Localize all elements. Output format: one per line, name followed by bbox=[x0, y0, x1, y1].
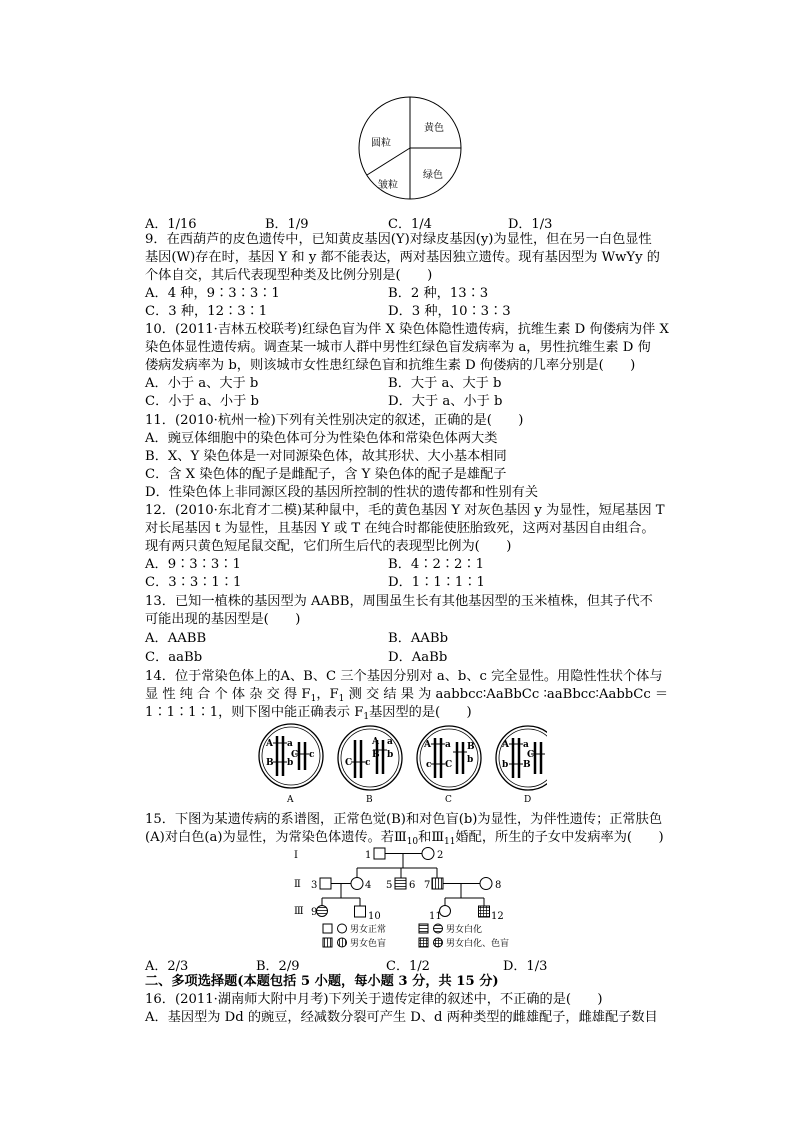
q14-sub-f1b: 1 bbox=[338, 694, 345, 704]
svg-text:a: a bbox=[387, 737, 393, 747]
svg-text:C: C bbox=[291, 750, 299, 760]
pie-label-round: 圆粒 bbox=[371, 138, 391, 149]
svg-text:a: a bbox=[287, 739, 293, 749]
q14-sub-f1c: 1 bbox=[363, 712, 370, 722]
q14-line-2a: 显 性 纯 合 个 体 杂 交 得 F bbox=[145, 687, 311, 702]
legend-albino-colorblind: 男女白化、色盲 bbox=[446, 939, 510, 949]
q9-option-c: C．3 种，12∶3∶1 bbox=[145, 304, 268, 319]
svg-text:B: B bbox=[523, 760, 531, 770]
svg-text:b: b bbox=[287, 758, 294, 768]
cell-label-c: C bbox=[445, 795, 452, 805]
q13-option-a: A．AABB bbox=[145, 631, 207, 646]
q9-option-b: B．2 种，13∶3 bbox=[388, 286, 489, 301]
q10-option-b: B．大于 a、大于 b bbox=[388, 376, 502, 391]
q12-line-1: 12．(2010·东北育才二模)某种鼠中，毛的黄色基因 Y 对灰色基因 y 为显性，短尾基因 T bbox=[145, 503, 665, 518]
svg-text:c: c bbox=[309, 750, 315, 760]
svg-text:B: B bbox=[372, 750, 380, 760]
pie-chart bbox=[354, 96, 466, 200]
q8-option-c: C．1/4 bbox=[388, 217, 432, 232]
pie-label-wrinkled: 皱粒 bbox=[378, 180, 398, 191]
svg-text:c: c bbox=[365, 758, 371, 768]
svg-text:A: A bbox=[372, 737, 379, 747]
cell-label-d: D bbox=[524, 795, 532, 805]
q11-line-1: 11．(2010·杭州一检)下列有关性别决定的叙述，正确的是( ) bbox=[145, 413, 524, 428]
q10-option-a: A．小于 a、大于 b bbox=[145, 376, 259, 391]
svg-text:C: C bbox=[345, 758, 353, 768]
cell-d bbox=[496, 726, 547, 790]
svg-text:a: a bbox=[523, 740, 529, 750]
gen-1: Ⅰ bbox=[294, 850, 298, 861]
pedigree-chart bbox=[290, 846, 540, 950]
pedigree-num-4: 4 bbox=[365, 880, 372, 891]
q15-line-2a: (A)对白色(a)为显性，为常染色体遗传。若Ⅲ bbox=[145, 830, 407, 845]
pedigree-num-5: 5 bbox=[386, 880, 393, 891]
q14-line-1: 14．位于常染色体上的A、B、C 三个基因分别对 a、b、c 完全显性。用隐性性状个体与 bbox=[145, 669, 663, 684]
q15-sub-11: 11 bbox=[444, 837, 456, 847]
q9-line-2: 基因(W)存在时，基因 Y 和 y 都不能表达，两对基因独立遗传。现有基因型为 WwYy 的 bbox=[145, 250, 660, 265]
svg-text:b: b bbox=[467, 755, 474, 765]
q8-option-b: B．1/9 bbox=[265, 217, 309, 232]
cell-c bbox=[417, 726, 481, 790]
q14-cells-diagram bbox=[257, 722, 547, 807]
q9-option-d: D．3 种，10∶3∶3 bbox=[388, 304, 511, 319]
pedigree-num-7: 7 bbox=[424, 880, 431, 891]
cell-a bbox=[259, 724, 323, 788]
pedigree-num-1: 1 bbox=[365, 850, 372, 861]
q12-option-a: A．9∶3∶3∶1 bbox=[145, 557, 241, 572]
svg-text:c: c bbox=[426, 760, 432, 770]
pedigree-num-11: 11 bbox=[429, 911, 442, 922]
pedigree-num-8: 8 bbox=[495, 880, 502, 891]
pedigree-num-3: 3 bbox=[311, 880, 318, 891]
q9-line-3: 个体自交，其后代表现型种类及比例分别是( ) bbox=[145, 268, 433, 283]
pedigree-num-9: 9 bbox=[311, 907, 318, 918]
q10-option-d: D．大于 a、小于 b bbox=[388, 394, 503, 409]
pie-label-green: 绿色 bbox=[423, 170, 443, 181]
q14-line-3b: 基因型的是( ) bbox=[369, 705, 472, 720]
q10-line-1: 10．(2011·吉林五校联考)红绿色盲为伴 X 染色体隐性遗传病，抗维生素 D 佝偻病为伴 X bbox=[145, 322, 669, 337]
section-2-heading: 二、多项选择题(本题包括 5 小题，每小题 3 分，共 15 分) bbox=[145, 974, 499, 989]
q10-option-c: C．小于 a、小于 b bbox=[145, 394, 259, 409]
q13-option-d: D．AaBb bbox=[388, 650, 448, 665]
svg-text:A: A bbox=[424, 740, 431, 750]
q8-option-d: D．1/3 bbox=[508, 217, 553, 232]
q12-line-3: 现有两只黄色短尾鼠交配，它们所生后代的表现型比例为( ) bbox=[145, 539, 512, 554]
pedigree-num-2: 2 bbox=[437, 850, 444, 861]
cell-label-b: B bbox=[366, 795, 373, 805]
q9-option-a: A．4 种，9∶3∶3∶1 bbox=[145, 286, 280, 301]
q16-option-a: A．基因型为 Dd 的豌豆，经减数分裂可产生 D、d 两种类型的雌雄配子，雌雄配子数目 bbox=[145, 1010, 658, 1025]
q11-option-a: A．豌豆体细胞中的染色体可分为性染色体和常染色体两大类 bbox=[145, 431, 498, 446]
svg-text:a: a bbox=[445, 740, 451, 750]
q9-line-1: 9．在西葫芦的皮色遗传中，已知黄皮基因(Y)对绿皮基因(y)为显性，但在另一白色显性 bbox=[145, 232, 652, 247]
svg-text:A: A bbox=[266, 739, 273, 749]
legend-colorblind: 男女色盲 bbox=[350, 939, 387, 949]
q11-option-d: D．性染色体上非同源区段的基因所控制的性状的遗传都和性别有关 bbox=[145, 485, 539, 500]
q14-line-2b: ，F bbox=[316, 687, 339, 702]
q15-option-c: C．1/2 bbox=[386, 959, 430, 974]
q15-option-d: D．1/3 bbox=[503, 959, 548, 974]
gen-2: Ⅱ bbox=[294, 879, 301, 890]
q15-option-b: B．2/9 bbox=[256, 959, 300, 974]
q10-line-2: 染色体显性遗传病。调查某一城市人群中男性红绿色盲发病率为 a，男性抗维生素 D 佝 bbox=[145, 340, 651, 355]
q13-option-b: B．AABb bbox=[388, 631, 449, 646]
q12-line-2: 对长尾基因 t 为显性，且基因 Y 或 T 在纯合时都能使胚胎致死，这两对基因自由组合。 bbox=[145, 521, 655, 536]
q15-line-1: 15．下图为某遗传病的系谱图，正常色觉(B)和对色盲(b)为显性，为伴性遗传；正常肤色 bbox=[145, 812, 663, 827]
q15-line-2b: 和Ⅲ bbox=[418, 830, 445, 845]
q14-line-2c: 测 交 结 果 为 aabbcc∶AaBbCc ∶aaBbcc∶AabbCc ＝ bbox=[344, 687, 669, 702]
svg-text:b: b bbox=[502, 760, 509, 770]
cell-b bbox=[338, 726, 402, 790]
q16-line-1: 16．(2011·湖南师大附中月考)下列关于遗传定律的叙述中，不正确的是( ) bbox=[145, 992, 603, 1007]
q15-sub-10: 10 bbox=[406, 837, 419, 847]
svg-text:C: C bbox=[527, 750, 535, 760]
svg-text:A: A bbox=[502, 740, 509, 750]
q13-line-2: 可能出现的基因型是( ) bbox=[145, 612, 301, 627]
q14-sub-f1: 1 bbox=[310, 694, 317, 704]
legend-normal: 男女正常 bbox=[350, 925, 387, 935]
gen-3: Ⅲ bbox=[294, 906, 304, 917]
svg-text:C: C bbox=[445, 760, 453, 770]
legend-albino: 男女白化 bbox=[446, 925, 483, 935]
q13-line-1: 13．已知一植株的基因型为 AABB，周围虽生长有其他基因型的玉米植株，但其子代不 bbox=[145, 594, 653, 609]
q13-option-c: C．aaBb bbox=[145, 650, 203, 665]
svg-text:b: b bbox=[387, 750, 394, 760]
q12-option-c: C．3∶3∶1∶1 bbox=[145, 575, 242, 590]
cell-label-a: A bbox=[287, 795, 294, 805]
q15-line-2c: 婚配，所生的子女中发病率为( ) bbox=[455, 830, 664, 845]
q15-option-a: A．2/3 bbox=[145, 959, 189, 974]
svg-text:B: B bbox=[467, 742, 475, 752]
q10-line-3: 偻病发病率为 b，则该城市女性患红绿色盲和抗维生素 D 佝偻病的几率分别是( ) bbox=[145, 358, 636, 373]
q8-option-a: A．1/16 bbox=[145, 217, 197, 232]
pedigree-num-10: 10 bbox=[368, 911, 381, 922]
pedigree-num-6: 6 bbox=[409, 880, 416, 891]
pedigree-num-12: 12 bbox=[491, 911, 504, 922]
pie-label-yellow: 黄色 bbox=[424, 123, 444, 134]
q12-option-b: B．4∶2∶2∶1 bbox=[388, 557, 485, 572]
q11-option-b: B．X、Y 染色体是一对同源染色体，故其形状、大小基本相同 bbox=[145, 449, 507, 464]
q14-line-3a: 1∶1∶1∶1，则下图中能正确表示 F bbox=[145, 705, 364, 720]
q11-option-c: C．含 X 染色体的配子是雌配子，含 Y 染色体的配子是雄配子 bbox=[145, 467, 507, 482]
svg-text:B: B bbox=[266, 758, 274, 768]
q12-option-d: D．1∶1∶1∶1 bbox=[388, 575, 485, 590]
